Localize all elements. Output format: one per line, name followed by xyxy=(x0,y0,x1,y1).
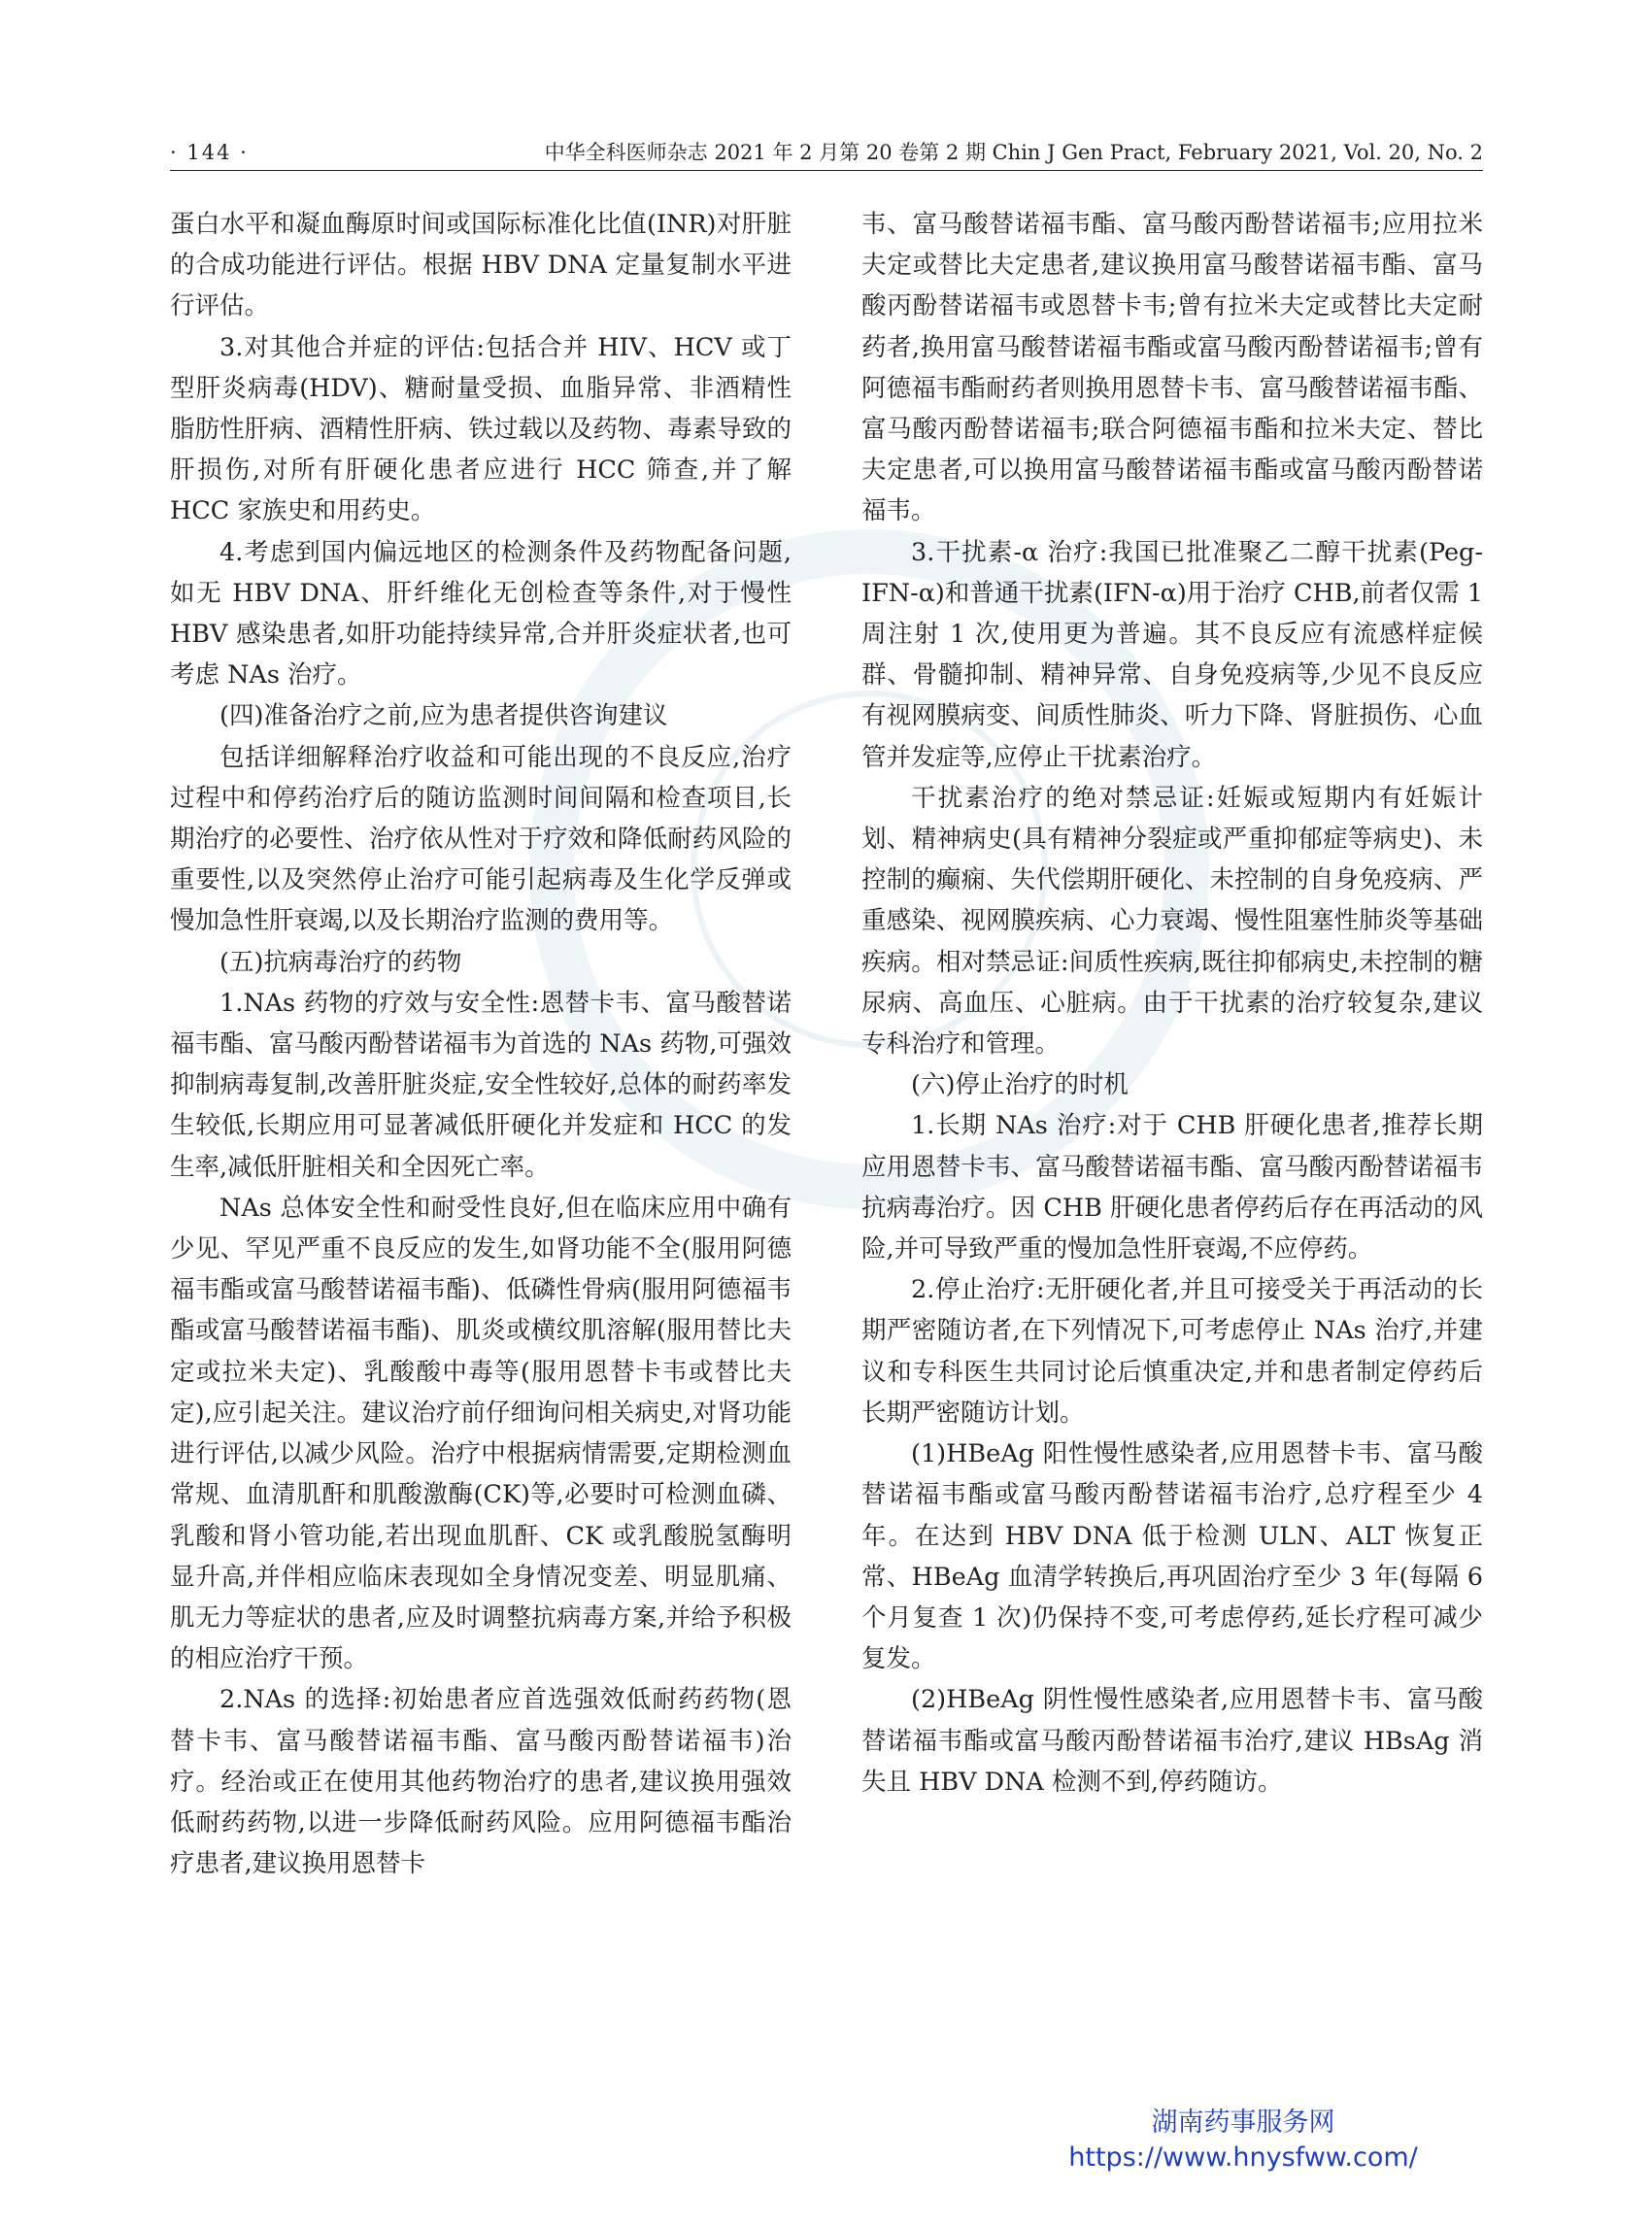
page-number: · 144 · xyxy=(170,141,249,164)
right-column xyxy=(861,204,1483,1803)
paragraph: (2)HBeAg 阴性慢性感染者,应用恩替卡韦、富马酸替诺福韦酯或富马酸丙酚替诺福韦治疗,建议 HBsAg 消失且 HBV DNA 检测不到,停药随访。 xyxy=(861,1685,1483,1797)
left-column xyxy=(170,204,792,1884)
running-header xyxy=(170,138,1483,167)
paragraph: 干扰素治疗的绝对禁忌证:妊娠或短期内有妊娠计划、精神病史(具有精神分裂症或严重抑郁症等病史)、未控制的癫痫、失代偿期肝硬化、未控制的自身免疫病、严重感染、视网膜疾病、心力衰竭、慢性阻塞性肺炎等基础疾病。相对禁忌证:间质性疾病,既往抑郁病史,未控制的糖尿病、高血压、心脏病。由于干扰素的治疗较复杂,建议专科治疗和管理。 xyxy=(861,783,1483,1060)
site-watermark[interactable] xyxy=(1039,2106,1447,2175)
header-rule xyxy=(170,170,1483,171)
paragraph: 包括详细解释治疗收益和可能出现的不良反应,治疗过程中和停药治疗后的随访监测时间间隔和检查项目,长期治疗的必要性、治疗依从性对于疗效和降低耐药风险的重要性,以及突然停止治疗可能引起病毒及生化学反弹或慢加急性肝衰竭,以及长期治疗监测的费用等。 xyxy=(170,742,792,936)
paragraph: (1)HBeAg 阳性慢性感染者,应用恩替卡韦、富马酸替诺福韦酯或富马酸丙酚替诺福韦治疗,总疗程至少 4 年。在达到 HBV DNA 低于检测 ULN、ALT 恢复正常、HBeAg 血清学转换后,再巩固治疗至少 3 年(每隔 6 个月复查 1 次)仍保持不变,可考虑停药,延长疗程可减少复发。 xyxy=(861,1439,1483,1674)
section-heading: (六)停止治疗的时机 xyxy=(911,1070,1129,1100)
paragraph: 2.NAs 的选择:初始患者应首选强效低耐药药物(恩替卡韦、富马酸替诺福韦酯、富马酸丙酚替诺福韦)治疗。经治或正在使用其他药物治疗的患者,建议换用强效低耐药药物,以进一步降低耐药风险。应用阿德福韦酯治疗患者,建议换用恩替卡 xyxy=(170,1685,792,1879)
paragraph: 韦、富马酸替诺福韦酯、富马酸丙酚替诺福韦;应用拉米夫定或替比夫定患者,建议换用富马酸替诺福韦酯、富马酸丙酚替诺福韦或恩替卡韦;曾有拉米夫定或替比夫定耐药者,换用富马酸替诺福韦酯或富马酸丙酚替诺福韦;曾有阿德福韦酯耐药者则换用恩替卡韦、富马酸替诺福韦酯、富马酸丙酚替诺福韦;联合阿德福韦酯和拉米夫定、替比夫定患者,可以换用富马酸替诺福韦酯或富马酸丙酚替诺福韦。 xyxy=(861,210,1483,526)
paragraph: 2.停止治疗:无肝硬化者,并且可接受关于再活动的长期严密随访者,在下列情况下,可考虑停止 NAs 治疗,并建议和专科医生共同讨论后慎重决定,并和患者制定停药后长期严密随访计划。 xyxy=(861,1275,1483,1428)
journal-citation: 中华全科医师杂志 2021 年 2 月第 20 卷第 2 期 Chin J Gen Pract, February 2021, Vol. 20, No. 2 xyxy=(544,141,1483,164)
paragraph: 1.长期 NAs 治疗:对于 CHB 肝硬化患者,推荐长期应用恩替卡韦、富马酸替诺福韦酯、富马酸丙酚替诺福韦抗病毒治疗。因 CHB 肝硬化患者停药后存在再活动的风险,并可导致严重的慢加急性肝衰竭,不应停药。 xyxy=(861,1111,1483,1264)
paragraph: 3.干扰素-α 治疗:我国已批准聚乙二醇干扰素(Peg-IFN-α)和普通干扰素(IFN-α)用于治疗 CHB,前者仅需 1 周注射 1 次,使用更为普遍。其不良反应有流感样症候群、骨髓抑制、精神异常、自身免疫病等,少见不良反应有视网膜病变、间质性肺炎、听力下降、肾脏损伤、心血管并发症等,应停止干扰素治疗。 xyxy=(861,537,1483,772)
paragraph: 蛋白水平和凝血酶原时间或国际标准化比值(INR)对肝脏的合成功能进行评估。根据 HBV DNA 定量复制水平进行评估。 xyxy=(170,210,792,321)
paragraph: NAs 总体安全性和耐受性良好,但在临床应用中确有少见、罕见严重不良反应的发生,如肾功能不全(服用阿德福韦酯或富马酸替诺福韦酯)、低磷性骨病(服用阿德福韦酯或富马酸替诺福韦酯)、肌炎或横纹肌溶解(服用替比夫定或拉米夫定)、乳酸酸中毒等(服用恩替卡韦或替比夫定),应引起关注。建议治疗前仔细询问相关病史,对肾功能进行评估,以减少风险。治疗中根据病情需要,定期检测血常规、血清肌酐和肌酸激酶(CK)等,必要时可检测血磷、乳酸和肾小管功能,若出现血肌酐、CK 或乳酸脱氢酶明显升高,并伴相应临床表现如全身情况变差、明显肌痛、肌无力等症状的患者,应及时调整抗病毒方案,并给予积极的相应治疗干预。 xyxy=(170,1193,792,1674)
paragraph: 4.考虑到国内偏远地区的检测条件及药物配备问题,如无 HBV DNA、肝纤维化无创检查等条件,对于慢性 HBV 感染患者,如肝功能持续异常,合并肝炎症状者,也可考虑 NAs 治疗。 xyxy=(170,537,792,691)
site-name: 湖南药事服务网 xyxy=(1151,2107,1335,2138)
section-heading: (五)抗病毒治疗的药物 xyxy=(219,947,462,977)
paragraph: 3.对其他合并症的评估:包括合并 HIV、HCV 或丁型肝炎病毒(HDV)、糖耐量受损、血脂异常、非酒精性脂肪性肝病、酒精性肝病、铁过载以及药物、毒素导致的肝损伤,对所有肝硬化患者应进行 HCC 筛查,并了解 HCC 家族史和用药史。 xyxy=(170,332,792,526)
section-heading: (四)准备治疗之前,应为患者提供咨询建议 xyxy=(219,701,668,731)
site-url-link[interactable]: https://www.hnysfww.com/ xyxy=(1068,2142,1418,2173)
paragraph: 1.NAs 药物的疗效与安全性:恩替卡韦、富马酸替诺福韦酯、富马酸丙酚替诺福韦为首选的 NAs 药物,可强效抑制病毒复制,改善肝脏炎症,安全性较好,总体的耐药率发生较低,长期应用可显著减低肝硬化并发症和 HCC 的发生率,减低肝脏相关和全因死亡率。 xyxy=(170,988,792,1182)
